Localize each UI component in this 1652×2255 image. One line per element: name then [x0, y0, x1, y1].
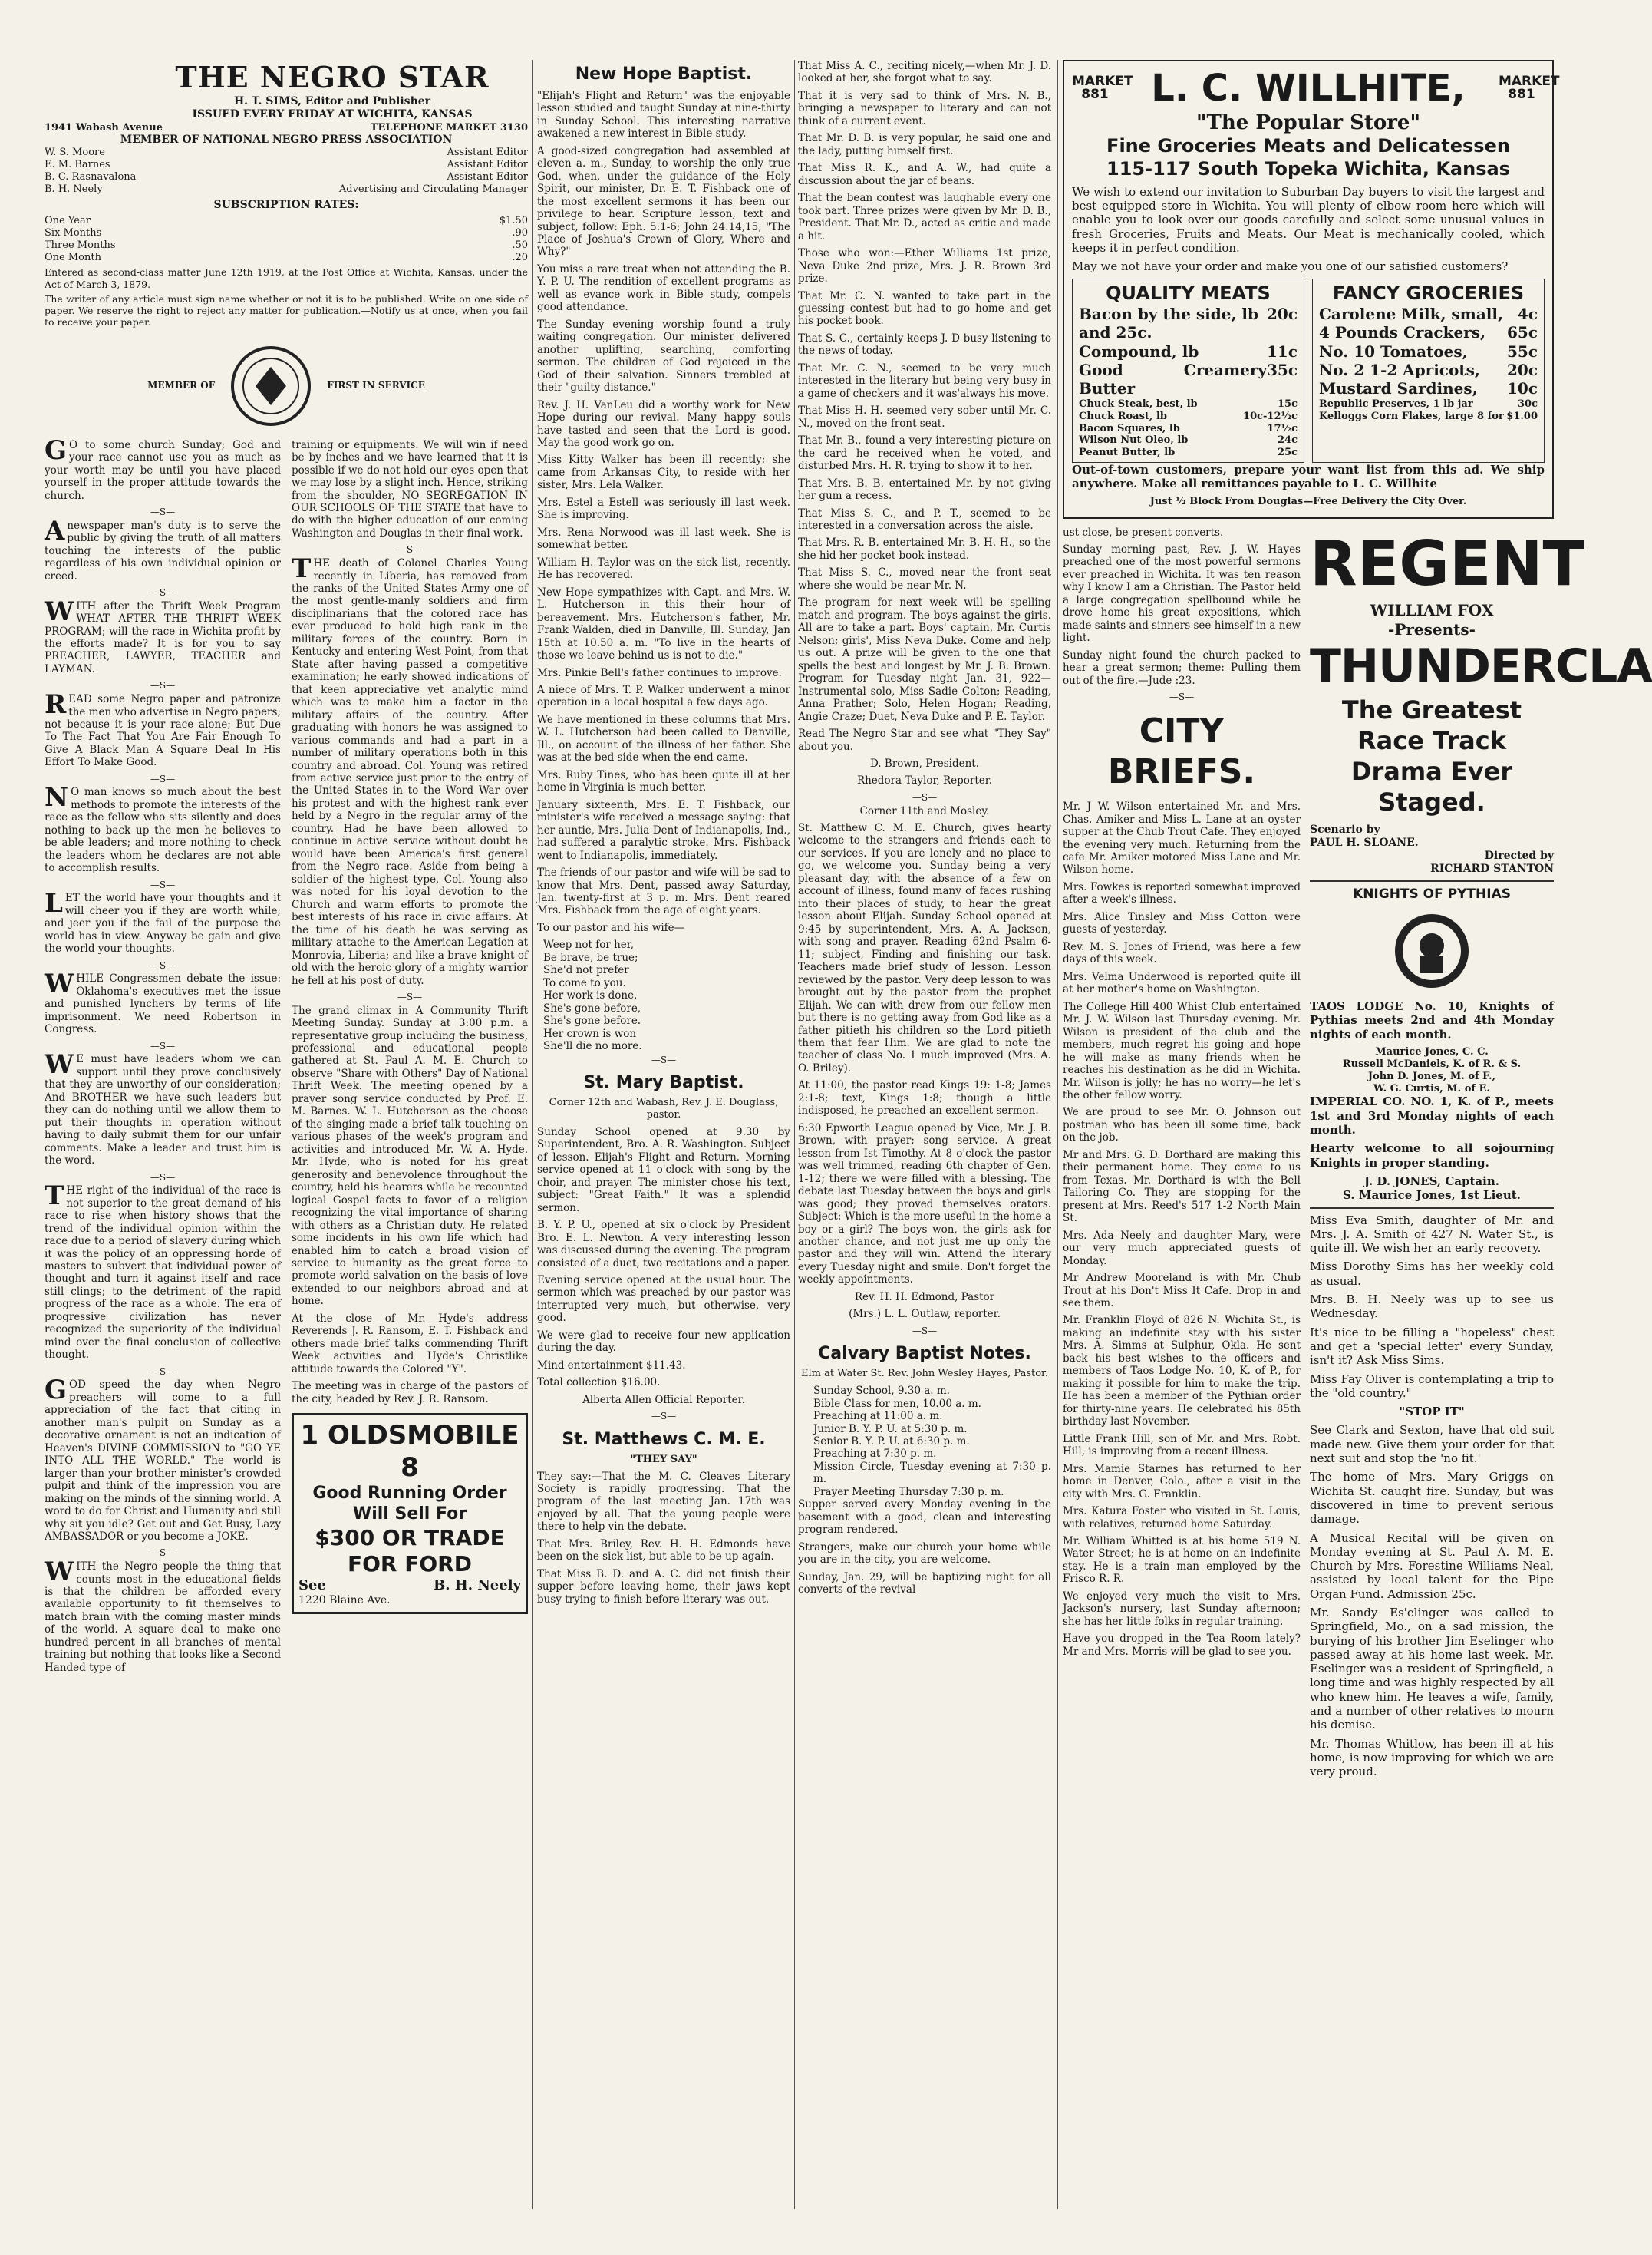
item-price: 17½c: [1267, 422, 1298, 434]
item-name: Chuck Steak, best, lb: [1079, 398, 1198, 410]
col3-location: Corner 11th and Mosley.: [859, 804, 990, 817]
separator: —S—: [150, 959, 176, 971]
col3-paragraph: That Mrs. B. B. entertained Mr. by not giving her gum a recess.: [798, 477, 1051, 503]
col3-paragraph: At 11:00, the pastor read Kings 19: 1-8; James 2:1-8; text, Kings 1:8; though a little indisposed, he preached an excellent sermon.: [798, 1079, 1051, 1118]
newhope-paragraph: You miss a rare treat when not attending the B. Y. P. U. The rendition of excellent programs as well as evance work in Bible study, compels good attendance.: [537, 262, 790, 314]
col3-paragraph: Those who won:—Ether Williams 1st prize, Neva Duke 2nd prize, Mrs. J. R. Brown 3rd prize.: [798, 247, 1051, 286]
stmatthews-paragraph: That Miss B. D. and A. C. did not finish their supper before leaving home, their jaws kept busy trying to finish before literary was out.: [537, 1567, 790, 1606]
price-item: [1319, 323, 1538, 342]
directed-label: Directed by: [1484, 850, 1554, 863]
staff-role: Assistant Editor: [447, 147, 528, 159]
store-address: 115-117 South Topeka Wichita, Kansas: [1106, 157, 1510, 180]
col3-signature: Rev. H. H. Edmond, Pastor: [854, 1290, 995, 1303]
calvary-schedule: [798, 1385, 1051, 1498]
item-name: Peanut Butter, lb: [1079, 447, 1176, 459]
item-price: 4c: [1517, 304, 1538, 323]
newhope-paragraph: The Sunday evening worship found a truly waiting congregation. Our minister delivered another uplifting, searching, comforting sermon. The children of God rejoiced in the God of their salvation. Sinners trembled at their "guilty distance.": [537, 318, 790, 395]
newhope-paragraph: Mrs. Estel a Estell was seriously ill last week. She is improving.: [537, 496, 790, 522]
column-rule: [1057, 60, 1058, 2209]
poem-line: Her crown is won: [543, 1027, 637, 1040]
separator: —S—: [912, 1325, 938, 1336]
store-footer: Out-of-town customers, prepare your want list from this ad. We ship anywhere. Make all remittances payable to L. C. Willhite: [1072, 463, 1545, 491]
item-name: Bacon Squares, lb: [1079, 422, 1180, 434]
stmary-paragraph: Evening service opened at the usual hour. The sermon which was preached by our pastor was interrupted very much, but otherwise, very good.: [537, 1273, 790, 1325]
meats-heading: QUALITY MEATS: [1106, 282, 1271, 304]
col3-paragraph: That Miss A. C., reciting nicely,—when Mr. J. D. looked at her, she forgot what to say.: [798, 60, 1051, 85]
staff-row: [45, 171, 528, 183]
editorial-paragraph: At the close of Mr. Hyde's address Reverends J. R. Ransom, E. T. Fishback and others made brief talks commending Thrift Week activities and Hyde's Christlike attitude towards the Colored "Y".: [292, 1312, 528, 1375]
stmary-byline: Corner 12th and Wabash, Rev. J. E. Douglass, pastor.: [549, 1097, 779, 1121]
address: 1941 Wabash Avenue: [45, 121, 163, 134]
local-paragraph: It's nice to be filling a "hopeless" chest and get a 'special letter' every Sunday, isn't it? Ask Miss Sims.: [1310, 1325, 1554, 1368]
schedule-item: Sunday School, 9.30 a. m.: [813, 1385, 950, 1398]
poem-line: Weep not for her,: [543, 939, 635, 952]
newhope-heading: New Hope Baptist.: [575, 64, 753, 84]
poem-line: Be brave, be true;: [543, 951, 638, 964]
divider: [1310, 1207, 1554, 1209]
col3-paragraph: That Miss H. H. seemed very sober until Mr. C. N., moved on the front seat.: [798, 404, 1051, 430]
store-body: May we not have your order and make you one of our satisfied customers?: [1072, 259, 1509, 274]
local-paragraph: Mrs. B. H. Neely was up to see us Wednesday.: [1310, 1293, 1554, 1321]
col3-paragraph: That the bean contest was laughable every one took part. Three prizes were given by Mr. D. B., President. That Mr. D., acted as critic and made a hit.: [798, 192, 1051, 243]
brief-paragraph: The College Hill 400 Whist Club entertained Mr. J. W. Wilson last Thursday evening. Mr. Wilson is president of the club and the members, much regret his going and hope he will make as many friends when he reaches his destination as he did in Wichita. Mr. Wilson is jolly; he has no worry—he let's the other fellow worry.: [1063, 1000, 1301, 1101]
poem: [537, 939, 790, 1052]
oldsmobile-ad: [292, 1413, 528, 1614]
writer-notice: The writer of any article must sign name whether or not it is to be published. Write on one side of paper. We reserve the right to reject any matter for publication.—Notify us at once, when you fail to receive your paper.: [45, 292, 528, 329]
paper-title: THE NEGRO STAR: [175, 60, 490, 94]
brief-paragraph: Mr Andrew Mooreland is with Mr. Chub Trout at his Don't Miss It Cafe. Drop in and see them.: [1063, 1272, 1301, 1310]
staff-list: [45, 147, 528, 195]
col3-paragraph: Read The Negro Star and see what "They Say" about you.: [798, 728, 1051, 753]
poem-line: She'd not prefer: [543, 964, 629, 977]
separator: —S—: [397, 991, 423, 1002]
editorial-paragraph: WITH the Negro people the thing that counts most in the educational fields is that the children be afforded every available opportunity to fit themselves to match brain with the coming master minds of the world. A square deal to make one hundred percent in all branches of mental training but nothing that looks like a Second Handed type of: [45, 1557, 281, 1674]
calvary-paragraph: Strangers, make our church your home while you are in the city, you are welcome.: [798, 1540, 1051, 1567]
col4-right: [1310, 527, 1652, 1784]
rate-row: [45, 215, 528, 227]
separator: —S—: [150, 879, 176, 890]
editorial-paragraph: WITH after the Thrift Week Program WHAT AFTER THE THRIFT WEEK PROGRAM; will the race in Wichita profit by the efforts made? It is for you to say PREACHER, LAWYER, TEACHER and LAYMAN.: [45, 596, 281, 675]
separator: —S—: [150, 1040, 176, 1052]
local-paragraph: The home of Mrs. Mary Griggs on Wichita St. caught fire. Sunday, but was discovered in time to prevent serious damage.: [1310, 1470, 1554, 1527]
rates-heading: SUBSCRIPTION RATES:: [213, 198, 359, 211]
editorial-paragraph: GOD speed the day when Negro preachers will come to a full appreciation of the fact that citing in another man's pulpit on Sunday as a decorative ornament is not an indication of Heaven's DIVINE COMMISSION to "GO YE INTO ALL THE WORLD." The world is larger than your brother minister's crowded pulpit and think of the impression you are making on the minds of the sinning world. A word to do for Christ and Humanity and still why sit you idle? Get out and Get Busy, Lazy AMBASSADOR or you become a JOKE.: [45, 1375, 281, 1543]
item-price: 55c: [1506, 342, 1538, 361]
rate-row: [45, 252, 528, 264]
store-line: Fine Groceries Meats and Delicatessen: [1106, 135, 1510, 157]
church-news-column-3: [798, 60, 1051, 1601]
brief-paragraph: Mr. Franklin Floyd of 826 N. Wichita St., is making an indefinite stay with his sister Mrs. A. Simms at Sulphur, Okla. He sent back his best wishes to the officers and members of Taos Lodge No. 10, K. of P., for making it possible for him to make the trip. He has been a member of the Pythian order for thirty-nine years. He celebrated his 85th birthday last November.: [1063, 1314, 1301, 1428]
ad-price: $300 OR TRADE FOR FORD: [315, 1524, 505, 1577]
schedule-item: Preaching at 7:30 p. m.: [813, 1448, 937, 1461]
brief-paragraph: Mr. J W. Wilson entertained Mr. and Mrs. Chas. Amiker and Miss L. Lane at an oyster supper at the Chub Trout Cafe. They enjoyed the evening very much. Returning from the cafe Mr. Amiker motored Miss Lane and Mr. Wilson home.: [1063, 801, 1301, 877]
brief-paragraph: Mrs. Katura Foster who visited in St. Louis, with relatives, returned home Saturday.: [1063, 1505, 1301, 1530]
price-item: [1319, 305, 1538, 323]
item-price: 30c: [1517, 398, 1538, 410]
separator: —S—: [1169, 692, 1195, 703]
item-price: 20c: [1506, 361, 1538, 380]
groceries-box: [1312, 279, 1545, 464]
store-footer2: Just ½ Block From Douglas—Free Delivery the City Over.: [1149, 495, 1467, 507]
editorial-column: [45, 60, 528, 1679]
local-paragraph: A Musical Recital will be given on Monday evening at St. Paul A. M. E. Church by Mrs. Forestine Williams Neal, assisted by local talent for the Pipe Organ Fund. Admission 25c.: [1310, 1530, 1554, 1601]
newhope-paragraph: To our pastor and his wife—: [537, 921, 685, 934]
item-name: Carolene Milk, small,: [1319, 304, 1503, 323]
newhope-paragraph: William H. Taylor was on the sick list, recently. He has recovered.: [537, 556, 790, 582]
newhope-paragraph: New Hope sympathizes with Capt. and Mrs. W. L. Hutcherson in this their hour of bereavement. Mrs. Hutcherson's father, Mr. Frank Walden, died in Danville, Ill. Sunday, Jan 15th at 10.50 a. m. "To live in the hearts of those we leave behind us is not to die.": [537, 586, 790, 662]
col4-paragraph: ust close, be present converts.: [1063, 526, 1224, 539]
divider: [1310, 880, 1554, 882]
scenario-writer: PAUL H. SLOANE.: [1310, 837, 1419, 850]
knights-lodge: TAOS LODGE No. 10, Knights of Pythias meets 2nd and 4th Monday nights of each month.: [1310, 999, 1554, 1042]
separator: —S—: [150, 1171, 176, 1183]
issued-line: ISSUED EVERY FRIDAY AT WICHITA, KANSAS: [192, 108, 473, 121]
market-left: MARKET 881: [1072, 74, 1133, 103]
item-price: 20c: [1266, 304, 1298, 323]
newhope-paragraph: A niece of Mrs. T. P. Walker underwent a minor operation in a local hospital a few days ago.: [537, 683, 790, 709]
price-item: [1079, 434, 1298, 447]
col3-paragraph: That Miss S. C., and P. T., seemed to be interested in a conversation across the aisle.: [798, 507, 1051, 532]
calvary-heading: Calvary Baptist Notes.: [818, 1344, 1031, 1364]
separator: —S—: [150, 1365, 176, 1377]
knights-officer: W. G. Curtis, M. of E.: [1373, 1082, 1490, 1094]
editorial-paragraph: training or equipments. We will win if need be by inches and we have learned that it is possible if we do not hold our eyes open that we may lose by a slight inch. Hence, striking from the shoulder, NO SEGREGATION IN OUR SCHOOLS OF THE STATE that have to do with the higher education of our coming Washington and Douglas in their final work.: [292, 438, 528, 540]
item-price: 65c: [1506, 323, 1538, 342]
col3-paragraph: That S. C., certainly keeps J. D busy listening to the news of today.: [798, 332, 1051, 358]
seal-right-text: FIRST IN SERVICE: [327, 380, 425, 391]
item-name: 4 Pounds Crackers,: [1319, 323, 1485, 342]
item-name: Chuck Roast, lb: [1079, 410, 1168, 422]
separator: —S—: [150, 773, 176, 784]
seal-left-text: MEMBER OF: [147, 380, 216, 391]
col3-paragraph: That Mrs. R. B. entertained Mr. B. H. H., so the she hid her pocket book instead.: [798, 537, 1051, 562]
item-price: $1.00: [1506, 410, 1538, 422]
stmary-paragraph: Total collection $16.00.: [537, 1376, 661, 1389]
staff-name: B. H. Neely: [45, 183, 103, 196]
schedule-item: Preaching at 11:00 a. m.: [813, 1410, 943, 1423]
film-title: THUNDERCLA: [1310, 639, 1652, 693]
price-tables: [1072, 279, 1545, 464]
ad-line: Good Running Order: [312, 1484, 507, 1504]
price-item: [1079, 411, 1298, 423]
association-seal-icon: [229, 344, 313, 428]
col3-paragraph: That Mr. C. N. wanted to take part in the guessing contest but had to go home and get his pocket book.: [798, 289, 1051, 328]
calvary-byline: Elm at Water St. Rev. John Wesley Hayes, Pastor.: [801, 1368, 1048, 1380]
rate-price: $1.50: [499, 214, 528, 226]
poem-line: To come to you.: [543, 976, 626, 989]
rate-term: One Month: [45, 251, 101, 263]
stmary-paragraph: Sunday School opened at 9.30 by Superintendent, Bro. A. R. Washington. Subject of lesson. Elijah's Flight and Return. Morning service opened at 11 o'clock with song by the choir, and prayer. The minister chose his text, subject: "Great Faith." It was a splendid sermon.: [537, 1125, 790, 1214]
item-price: 15c: [1277, 398, 1298, 410]
item-name: No. 2 1-2 Apricots,: [1319, 361, 1480, 380]
newhope-paragraph: Mrs. Rena Norwood was ill last week. She is somewhat better.: [537, 526, 790, 552]
member-line: MEMBER OF NATIONAL NEGRO PRESS ASSOCIATION: [120, 134, 453, 147]
brief-paragraph: Mrs. Mamie Starnes has returned to her home in Denver, Colo., after a visit in the city with Mrs. G. Franklin.: [1063, 1462, 1301, 1501]
editorial-paragraph: WHILE Congressmen debate the issue: Oklahoma's executives met the issue and punished lynchers by terms of life imprisonment. We need Robertson in Congress.: [45, 969, 281, 1036]
local-paragraph: Mr. Sandy Es'elinger was called to Springfield, Mo., on a sad mission, the burying of his brother Jim Eselinger who passed away at his home last week. Mr. Eselinger was a resident of Springfield, a long time and was highly respected by all who knew him. He leaves a wife, family, and a number of other relatives to mourn his demise.: [1310, 1605, 1554, 1732]
brief-paragraph: Mrs. Alice Tinsley and Miss Cotton were guests of yesterday.: [1063, 910, 1301, 936]
item-name: Compound, lb: [1079, 342, 1199, 361]
stmatthews-paragraph: That Mrs. Briley, Rev. H. H. Edmonds have been on the sick list, but able to be up again.: [537, 1537, 790, 1563]
rate-row: [45, 227, 528, 239]
staff-role: Assistant Editor: [447, 171, 528, 183]
separator: —S—: [651, 1411, 677, 1422]
rate-price: .50: [512, 239, 528, 251]
newhope-paragraph: A good-sized congregation had assembled at eleven a. m., Sunday, to worship the only true God, when, under the guidance of the Holy Spirit, our minister, Dr. E. T. Fishback one of the most excellent sermons it has been our privilege to hear. Scripture lesson, text and subject, follow: Eph. 5:1-6; John 24:14,15; "The Place of Joshua's Crown of Glory, Where and Why?": [537, 144, 790, 259]
editorial-paragraph: NO man knows so much about the best methods to promote the interests of the race as the fellow who sits silently and does nothing to back up the men he believes to be able leaders; and more nothing to check the leaders whom he declares are not able to accomplish results.: [45, 782, 281, 875]
item-name: and 25c.: [1079, 323, 1152, 342]
col3-signature: Rhedora Taylor, Reporter.: [856, 774, 993, 787]
price-item: [1079, 361, 1298, 398]
separator: —S—: [150, 507, 176, 517]
newhope-paragraph: Mrs. Ruby Tines, who has been quite ill at her home in Virginia is much better.: [537, 768, 790, 794]
church-news-column: [537, 60, 790, 1610]
entered-notice: Entered as second-class matter June 12th 1919, at the Post Office at Wichita, Kansas, under the Act of March 3, 1879.: [45, 266, 528, 290]
editorial-body: [45, 434, 528, 1679]
staff-role: Advertising and Circulating Manager: [338, 183, 528, 196]
item-name: Kelloggs Corn Flakes, large 8 for: [1319, 410, 1504, 422]
staff-role: Assistant Editor: [447, 159, 528, 171]
staff-name: E. M. Barnes: [45, 159, 110, 171]
item-name: Good Creamery Butter: [1079, 361, 1267, 398]
item-price: 35c: [1266, 361, 1298, 380]
telephone: TELEPHONE MARKET 3130: [370, 121, 528, 134]
price-item: [1079, 305, 1298, 323]
editorial-paragraph: THE death of Colonel Charles Young recently in Liberia, has removed from the ranks of the United States Army one of the most gentle-manly soldiers and firm disciplinarians that the colored race has ever produced to hold high rank in the military forces of the country. Born in Kentucky and entering West Point, from that State after having passed a competitive examination; he early showed indications of that keen appreciative yet analytic mind which was to make him a factor in the military affairs of the country. After graduating with honors he was assigned to various commands and had a part in a number of military operations both in this country and abroad. Col. Young was retired from active service just prior to the entry of the United States in to the Word War over his protest and with the highest rank ever held by a Negro in the regular army of the country. Had he have been allowed to continue in active service without doubt he would have been America's first general from the Negro race. Aside from being a soldier of the highest type, Col. Young also was noted for his loyal devotion to the Church and warm efforts to promote the best interests of his race in civic affairs. At the time of his death he was serving as military attache to the American Legation at Monrovia, Liberia; and like a brave knight of old with the heroic glory of a mighty warrior he fell at his post of duty.: [292, 553, 528, 987]
col3-paragraph: 6:30 Epworth League opened by Vice, Mr. J. B. Brown, with prayer; song service. A great lesson from Ist Timothy. At 8 o'clock the pastor was well trimmed, reading 6th chapter of Gen. 1-12; there we were filled with a blessing. The debate last Tuesday between the boys and girls was good; they proved themselves orators. Subject: Which is the more useful in the home a boy or a girl? The boys won, the girls ask for another chance, and not just me up only the pastor and they will win. Attend the literary every Tuesday night and smile. Don't forget the weekly appointments.: [798, 1121, 1051, 1286]
newhope-paragraph: Miss Kitty Walker has been ill recently; she came from Arkansas City, to reside with her sister, Mrs. Lela Walker.: [537, 454, 790, 492]
col3-paragraph: That Miss R. K., and A. W., had quite a discussion about the jar of beans.: [798, 162, 1051, 187]
knights-heading: KNIGHTS OF PYTHIAS: [1353, 886, 1511, 903]
willhite-ad: [1063, 60, 1560, 519]
col3-paragraph: The program for next week will be spelling match and program. The boys against the girls. All are to take a part. Boys' captain, Mr. Curtis Nelson; girls', Miss Neva Duke. Come and help us out. A prize will be given to the one that spells the best and longest by Mr. J. B. Brown. Program for Tuesday night Jan. 31, 922—Instrumental solo, Miss Sadie Colton; Reading, Anna Prather; Solo, Helen Hogan; Reading, Angie Craze; Duet, Neva Duke and P. E. Taylor.: [798, 596, 1051, 723]
store-body: We wish to extend our invitation to Suburban Day buyers to visit the largest and best equipped store in Wichita. You will plenty of elbow room here which will enable you to look over our goods carefully and select some unusual values in fresh Groceries, Fruits and Meats. Our Meat is mechanically cooled, which keeps it in perfect condition.: [1072, 184, 1545, 255]
staff-row: [45, 183, 528, 196]
editorial-paragraph: Anewspaper man's duty is to serve the public by giving the truth of all matters touching the interests of the public regardless of his own individual opinion or creed.: [45, 515, 281, 583]
brief-paragraph: Mrs. Fowkes is reported somewhat improved after a week's illness.: [1063, 880, 1301, 906]
schedule-item: Mission Circle, Tuesday evening at 7:30 p. m.: [813, 1460, 1051, 1486]
local-paragraph: See Clark and Sexton, have that old suit made new. Give them your order for that next suit and stop the 'no fit.': [1310, 1423, 1554, 1466]
local-paragraph: Mr. Thomas Whitlow, has been ill at his home, is now improving for which we are very proud.: [1310, 1736, 1554, 1779]
schedule-item: Senior B. Y. P. U. at 6:30 p. m.: [813, 1435, 970, 1448]
editor-line: H. T. SIMS, Editor and Publisher: [233, 95, 431, 108]
separator: —S—: [150, 1547, 176, 1559]
knights-emblem-icon: [1390, 909, 1474, 993]
ad-line: Will Sell For: [352, 1504, 467, 1524]
price-item: [1079, 398, 1298, 411]
item-name: Mustard Sardines,: [1319, 379, 1478, 398]
city-briefs-heading: CITY BRIEFS.: [1107, 711, 1256, 792]
item-price: 24c: [1277, 434, 1298, 447]
brief-paragraph: Have you dropped in the Tea Room lately? Mr and Mrs. Morris will be glad to see you.: [1063, 1633, 1301, 1658]
market-right: MARKET 881: [1498, 74, 1560, 103]
editorial-left: [45, 434, 281, 1679]
brief-paragraph: We enjoyed very much the visit to Mrs. Jackson's nursery, last Sunday afternoon; she has her little folks in regular training.: [1063, 1590, 1301, 1628]
knights-lieut: S. Maurice Jones, 1st Lieut.: [1343, 1188, 1521, 1203]
knights-officer: Maurice Jones, C. C.: [1375, 1046, 1489, 1058]
col4-paragraph: Sunday night found the church packed to hear a great sermon; theme: Pulling them out of the fire.—Jude :23.: [1063, 649, 1301, 687]
poem-line: She's gone before.: [543, 1015, 641, 1028]
price-item: [1079, 342, 1298, 361]
price-item: [1319, 379, 1538, 398]
rate-term: Three Months: [45, 239, 116, 251]
item-name: No. 10 Tomatoes,: [1319, 342, 1468, 361]
staff-name: W. S. Moore: [45, 147, 105, 159]
price-item: [1079, 447, 1298, 459]
separator: —S—: [912, 791, 938, 803]
local-paragraph: Miss Fay Oliver is contemplating a trip to the "old country.": [1310, 1372, 1554, 1400]
col3-paragraph: That Miss S. C., moved near the front seat where she would be near Mr. N.: [798, 566, 1051, 592]
price-item: [1319, 361, 1538, 379]
item-price: 11c: [1266, 342, 1298, 361]
calvary-paragraph: Sunday, Jan. 29, will be baptizing night for all converts of the revival: [798, 1570, 1051, 1596]
poem-line: She's gone before,: [543, 1002, 641, 1015]
press-seal: [45, 344, 528, 428]
stmary-paragraph: We were glad to receive four new application during the day.: [537, 1329, 790, 1355]
calvary-paragraph: Supper served every Monday evening in the basement with a good, clean and interesting program rendered.: [798, 1498, 1051, 1537]
local-paragraph: Miss Dorothy Sims has her weekly cold as usual.: [1310, 1260, 1554, 1288]
ad-see: See: [298, 1577, 326, 1594]
store-tagline: "The Popular Store": [1195, 111, 1421, 134]
price-item: [1319, 411, 1538, 423]
newhope-paragraph: Mrs. Pinkie Bell's father continues to improve.: [537, 666, 782, 679]
presents: -Presents-: [1388, 619, 1476, 639]
price-item: [1079, 423, 1298, 435]
presenter: WILLIAM FOX: [1370, 601, 1494, 620]
newhope-paragraph: The friends of our pastor and wife will be sad to know that Mrs. Dent, passed away Saturday, Jan. twenty-first at 3 p. m. Mrs. Dent reared Mrs. Fishback from the age of eight years.: [537, 867, 790, 917]
col3-paragraph: That it is very sad to think of Mrs. N. B., bringing a newspaper to literary and can not think of a current event.: [798, 89, 1051, 127]
knights-officer: Russell McDaniels, K. of R. & S.: [1342, 1058, 1522, 1070]
staff-row: [45, 147, 528, 159]
film-tagline: The Greatest Race Track Drama Ever Staged.: [1341, 695, 1522, 817]
willhite-header: [1072, 66, 1560, 111]
brief-paragraph: Rev. M. S. Jones of Friend, was here a few days of this week.: [1063, 940, 1301, 966]
item-price: 10c: [1506, 379, 1538, 398]
schedule-item: Junior B. Y. P. U. at 5:30 p. m.: [813, 1422, 968, 1435]
ads-and-briefs-column: [1063, 60, 1652, 1784]
staff-name: B. C. Rasnavalona: [45, 171, 137, 183]
schedule-item: Bible Class for men, 10.00 a. m.: [813, 1397, 981, 1410]
store-name: L. C. WILLHITE,: [1151, 67, 1466, 110]
stmatthews-paragraph: They say:—That the M. C. Cleaves Literary Society is rapidly progressing. That the program of the last meeting Jan. 17th was enjoyed by all. That the young people were there to help vin the debate.: [537, 1470, 790, 1534]
theater-name: REGENT: [1310, 527, 1585, 599]
knights-officer: John D. Jones, M. of F.,: [1367, 1070, 1496, 1082]
item-price: 10c-12½c: [1243, 410, 1298, 422]
editorial-right: [292, 439, 528, 1679]
stmary-heading: St. Mary Baptist.: [583, 1073, 744, 1093]
item-name: Bacon by the side, lb: [1079, 304, 1258, 323]
newhope-paragraph: January sixteenth, Mrs. E. T. Fishback, our minister's wife received a message saying: that her auntie, Mrs. Julia Dent of Indianapolis, Ind., had suffered a paralytic stroke. Mrs. Fishback went to Indianapolis, immediately.: [537, 798, 790, 862]
newhope-paragraph: "Elijah's Flight and Return" was the enjoyable lesson studied and taught Sunday at nine-thirty in Sunday School. This interesting narrative awakened a new interest in Bible study.: [537, 89, 790, 140]
editorial-paragraph: LET the world have your thoughts and it will cheer you if they are worth while; and jeer you if the fail of the purpose the world has in view. Anyway be gain and give the world your thoughts.: [45, 888, 281, 956]
col3-paragraph: That Mr. D. B. is very popular, he said one and the lady, putting himself first.: [798, 132, 1051, 157]
brief-paragraph: Mr. William Whitted is at his home 519 N. Water Street; he is at home on an indefinite stay. He is a train man employed by the Frisco R. R.: [1063, 1534, 1301, 1586]
brief-paragraph: Little Frank Hill, son of Mr. and Mrs. Robt. Hill, is improving from a recent illness.: [1063, 1432, 1301, 1458]
stmatthews-sub: "THEY SAY": [630, 1453, 697, 1465]
stop-it-heading: "STOP IT": [1399, 1405, 1465, 1419]
rate-term: Six Months: [45, 226, 102, 239]
separator: —S—: [150, 680, 176, 692]
col4-paragraph: Sunday morning past, Rev. J. W. Hayes preached one of the most powerful sermons ever preached in Wichita. It was ten reason why I know I am a Christian. The Pastor held a large congregation spellbound while he drove home his great expositions, which made saints and sinners see himself in a new light.: [1063, 543, 1301, 645]
rate-row: [45, 239, 528, 252]
newhope-paragraph: We have mentioned in these columns that Mrs. W. L. Hutcherson had been called to Danville, Ill., on account of the illness of her father. She was at the bed side when the end came.: [537, 713, 790, 764]
newhope-paragraph: Rev. J. H. VanLeu did a worthy work for New Hope during our revival. Many happy souls have tasted and seen that the Lord is good. May the good work go on.: [537, 398, 790, 450]
brief-paragraph: Mrs. Ada Neely and daughter Mary, were our very much appreciated guests of Monday.: [1063, 1229, 1301, 1267]
col3-paragraph: That Mr. C. N., seemed to be very much interested in the literary but being very busy in a game of checkers and it was'always his move.: [798, 362, 1051, 400]
item-name: Republic Preserves, 1 lb jar: [1319, 398, 1473, 410]
col3-signature: D. Brown, President.: [869, 757, 980, 770]
brief-paragraph: Mr and Mrs. G. D. Dorthard are making this their permanent home. They come to us from Texas. Mr. Dorthard is with the Bell Tailoring Co. They are stopping for the present at Mrs. Reed's 517 1-2 North Main St.: [1063, 1148, 1301, 1225]
stmary-paragraph: B. Y. P. U., opened at six o'clock by President Bro. E. L. Newton. A very interesting lesson was discussed during the evening. The program consisted of a duet, two recitations and a paper.: [537, 1219, 790, 1269]
knights-captain: J. D. JONES, Captain.: [1364, 1174, 1499, 1188]
director: RICHARD STANTON: [1430, 863, 1554, 876]
editorial-paragraph: GO to some church Sunday; God and your race cannot use you as much as your worth may be until you have placed yourself in the proper attitude towards the church.: [45, 434, 281, 502]
ad-address: 1220 Blaine Ave.: [298, 1593, 391, 1606]
separator: —S—: [651, 1054, 677, 1065]
stmary-paragraph: Mind entertainment $11.43.: [537, 1359, 686, 1372]
editorial-paragraph: WE must have leaders whom we can support until they prove conclusively that they are unworthy of our consideration; And BROTHER we have such leaders but they can do nothing until we allow them to put their thoughts in operation without having to daily submit them for our unfair comments. Make a leader and trust him is the word.: [45, 1049, 281, 1167]
editorial-paragraph: The meeting was in charge of the pastors of the city, headed by Rev. J. R. Ransom.: [292, 1380, 528, 1405]
regent-ad: [1310, 527, 1652, 877]
rate-price: .20: [512, 251, 528, 263]
item-price: 25c: [1277, 447, 1298, 459]
poem-line: Her work is done,: [543, 989, 638, 1002]
rate-term: One Year: [45, 214, 91, 226]
staff-row: [45, 159, 528, 171]
ad-contact: [298, 1577, 521, 1594]
separator: —S—: [397, 544, 423, 556]
scenario-label: Scenario by: [1310, 824, 1380, 837]
price-item: [1319, 342, 1538, 361]
col3-paragraph: That Mr. B., found a very interesting picture on the card he received when he voted, and disturbed Mrs. H. R. trying to show it to her.: [798, 434, 1051, 473]
brief-paragraph: Mrs. Velma Underwood is reported quite ill at her mother's home on Washington.: [1063, 970, 1301, 996]
rates-table: [45, 215, 528, 263]
schedule-item: Prayer Meeting Thursday 7:30 p. m.: [813, 1485, 1004, 1498]
masthead: [45, 60, 528, 122]
rate-price: .90: [512, 226, 528, 239]
item-name: Wilson Nut Oleo, lb: [1079, 434, 1189, 447]
knights-imperial: IMPERIAL CO. NO. 1, K. of P., meets 1st and 3rd Monday nights of each month.: [1310, 1094, 1554, 1137]
separator: —S—: [150, 586, 176, 598]
editorial-paragraph: READ some Negro paper and patronize the men who advertise in Negro papers; not because it is your race alone; But Due To The Fact That You Are Fair Enough To Give A Black Man A Square Deal In His Effort To Make Good.: [45, 689, 281, 769]
col4-left: [1063, 527, 1301, 1784]
price-item: [1319, 398, 1538, 411]
ad-name: B. H. Neely: [434, 1577, 521, 1594]
brief-paragraph: We are proud to see Mr. O. Johnson out postman who has been ill some time, back on the job.: [1063, 1106, 1301, 1144]
column-rule: [532, 60, 533, 2209]
editorial-paragraph: The grand climax in A Community Thrift Meeting Sunday. Sunday at 3:00 p.m. a representative group including the business, professional and educational people gathered at St. Paul A. M. E. Church to observe "Share with Others" Day of National Thrift Week. The meeting opened by a prayer song service conducted by Prof. E. M. Barnes. W. L. Hutcherson as the choose of the singing made a brief talk touching on various phases of the week's program and activities and introduced Mr. W. A. Hyde. Mr. Hyde, who is noted for his great generosity and benevolence throughout the country, held his hearers while he recounted logical Gospel facts to favor of a religion recognizing the vital importance of sharing with others as a Christian duty. He related some incidents in his own life which had enabled him to catch a broad vision of service to humanity as the great force to promote world salvation on the basis of love extended to our neighbors abroad and at home.: [292, 1004, 528, 1308]
local-paragraph: Miss Eva Smith, daughter of Mr. and Mrs. J. A. Smith of 427 N. Water St., is quite ill. We wish her an early recovery.: [1310, 1213, 1554, 1256]
col4-lower: [1063, 526, 1652, 1784]
groceries-heading: FANCY GROCERIES: [1332, 282, 1525, 304]
meats-box: [1072, 279, 1304, 464]
column-rule: [794, 60, 795, 2209]
price-item: [1079, 323, 1298, 342]
col3-signature: (Mrs.) L. L. Outlaw, reporter.: [849, 1308, 1001, 1321]
editorial-paragraph: THE right of the individual of the race is not superior to the great demand of his race to rise when history shows that the trend of the individual opinion within the race due to a period of slavery during which it was the policy of an oppressing horde of masters to subvert that individual power of thought and turn it against itself and race still clings; to the detriment of the rapid progress of the race as a whole. The era of progressive civilization has never recognized the superiority of the individual mind over the final conclusion of collective thought.: [45, 1180, 281, 1362]
stmary-reporter: Alberta Allen Official Reporter.: [582, 1393, 745, 1406]
address-line: [45, 122, 528, 134]
ad-headline: 1 OLDSMOBILE 8: [300, 1420, 519, 1483]
col3-paragraph: St. Matthew C. M. E. Church, gives hearty welcome to the strangers and friends each to our services. If you are lonely and no place to go, we welcome you. Sunday being a very pleasant day, with the absence of a few on account of illness, found many of faces rushing into their places of study, to hear the great lesson about Elijah. Sunday School opened at 9:45 by superintendent, Mrs. A. A. Jackson, with song and prayer. Reading 62nd Psalm 6-11; subject, Finding and finishing our task. Teachers made brief study of lesson. Lesson reviewed by the pastor. Very deep lesson to was brought out by the pastor from the prophet Elijah. We can with drew from our fellow men but there is no getting away from God like as a father pitieth his children so the Lord pitieth them that fear Him. We are glad to note the teacher of class No. 1 much improved (Mrs. A. O. Briley).: [798, 822, 1051, 1075]
stmatthews-heading: St. Matthews C. M. E.: [562, 1429, 766, 1449]
poem-line: She'll die no more.: [543, 1040, 642, 1053]
knights-welcome: Hearty welcome to all sojourning Knights in proper standing.: [1310, 1141, 1554, 1170]
